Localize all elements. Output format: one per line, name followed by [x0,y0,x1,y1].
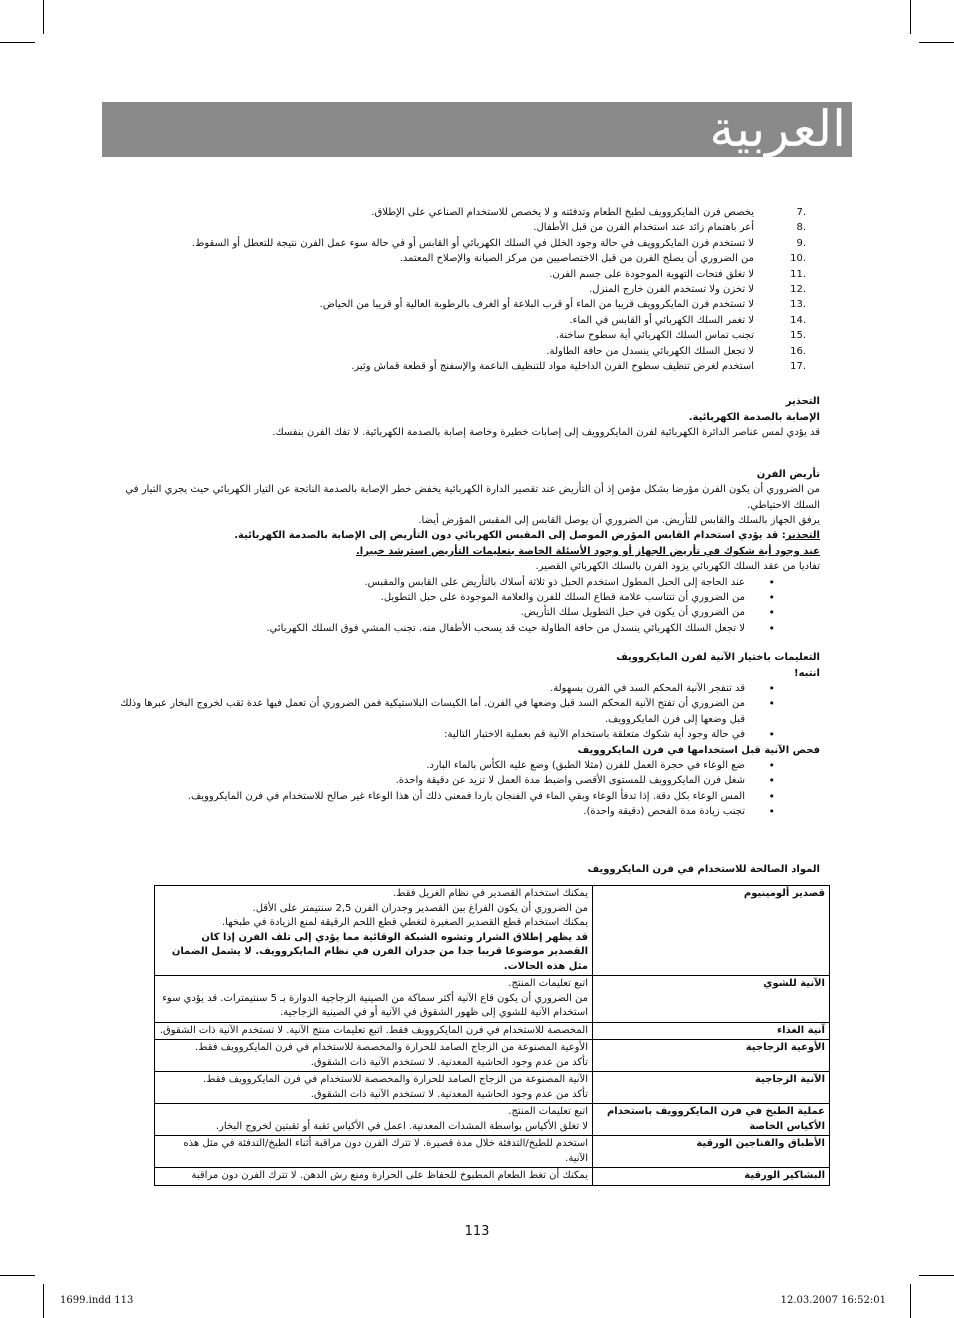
bullet-item: • من الضروري أن تتناسب علامة قطاع السلك للفرن والعلامة الموجودة على حبل التطويل. [120,590,820,605]
crop-mark [43,1284,44,1318]
description-line: المخصصة للاستخدام في فرن المايكروويف فقط. اتبع تعليمات منتج الآنية. لا تستخدم الآنية ذات الشقوق. [159,1024,588,1036]
list-text: استخدم لغرض تنظيف سطوح الفرن الداخلية مواد للتنظيف الناعمة والإسفنج أو قطعة قماش وثير. [351,361,754,373]
material-description [155,1022,593,1040]
grounding-warning-label: التحذير [785,530,820,542]
description-line: من الضروري أن يكون الفراغ بين القصدير وجدران الفرن 2,5 سنتيمتر على الأقل. [252,902,588,914]
list-item [120,344,820,359]
table-row [155,886,830,976]
bullet-item: • عند الحاجة إلى الحبل المطول استخدم الحبل ذو ثلاثة أسلاك بالتأريض على القابس والمقبس. [120,575,820,590]
grounding-warning-text: : قد يؤدي استخدام القابس المؤرض الموصل إلى المقبس الكهربائي دون التأريض إلى الإصابة بالصدمة الكهربائية. [234,530,786,542]
description-line: الآنية المصنوعة من الزجاج الصامد للحرارة والمخصصة للاستخدام في فرن المايكروويف فقط. [203,1074,588,1085]
list-number: .17 [790,361,806,373]
list-number: .13 [790,299,806,311]
list-number: .8 [796,222,806,234]
table-row [155,1136,830,1168]
table-row [155,1168,830,1186]
list-number: .12 [790,284,806,296]
description-line: الأوعية المصنوعة من الزجاج الصامد للحرارة والمخصصة للاستخدام في فرن المايكروويف فقط. [195,1042,588,1053]
crop-mark [919,1275,954,1276]
description-line: يمكنك استخدام قطع القصدير الصغيرة لتغطي قطع اللحم الرقيقة لمنع الزيادة في طبخها. [222,917,588,928]
description-line: يمكنك أن تغط الطعام المطبوخ للحفاظ على الحرارة ومنع رش الدهن. لا تترك الفرن دون مراقبة [191,1170,588,1181]
material-description [155,1072,593,1104]
description-line: استخدم للطبخ/التدفئة خلال مدة قصيرة. لا تترك الفرن دون مراقبة أثناء الطبخ/التدفئة في مثل هذه الآنية. [183,1138,588,1164]
list-text: لا تخزن ولا تستخدم الفرن خارج المنزل. [589,284,754,296]
description-line: تأكد من عدم وجود الحاشية المعدنية. لا تستخدم الآنية ذات الشقوق. [310,1088,588,1100]
material-name: الآنية الزجاجية [593,1072,830,1104]
list-item [120,267,820,282]
description-line: اتبع تعليمات المنتج. [508,978,588,989]
list-item [120,297,820,312]
crop-mark [0,42,35,43]
list-item [120,282,820,297]
materials-table [154,885,830,1186]
material-name: آنية الغذاء [593,1022,830,1040]
grounding-p5: تفاديا من عقد السلك الكهربائي يزود الفرن بالسلك الكهربائي القصير. [535,561,820,573]
crop-mark [910,0,911,34]
material-description [155,886,593,976]
list-item [120,205,820,220]
table-row [155,1104,830,1136]
safety-list [120,205,820,374]
bullet-item: • شغل فرن المايكروويف للمستوى الأقصى واضبط مدة العمل لا تزيد عن دقيقة واحدة. [120,773,820,788]
material-description [155,976,593,1023]
list-number: .10 [790,253,806,265]
list-text: يخصص فرن المايكروويف لطبخ الطعام وتدفئته و لا يخصص للاستخدام الصناعي على الإطلاق. [371,207,754,218]
list-item [120,251,820,266]
table-row [155,1022,830,1040]
grounding-title: تأريض الفرن [756,468,820,480]
material-description [155,1104,593,1136]
description-line: لا تغلق الأكياس بواسطة المشدات المعدنية. اعمل في الأكياس ثقبة أو ثقبتين لخروج البخار. [215,1120,588,1132]
check-bullets [120,758,820,820]
list-item [120,359,820,374]
material-name: الأوعية الزجاجية [593,1040,830,1072]
grounding-p2: يرفق الجهاز بالسلك والقابس للتأريض. من الضروري أن يوصل القابس إلى المقبس المؤرض أيضا. [418,514,820,526]
cookware-title: التعليمات باختيار الآنية لفرن المايكروويف [616,652,820,664]
list-number: .15 [790,330,806,342]
material-name: البشاكير الورقية [593,1168,830,1186]
list-text: لا تستخدم فرن المايكروويف قريبا من الماء أو قرب البلاعة أو الغرف بالرطوبة العالية أو قريبا من الحياض. [319,299,754,311]
description-line: اتبع تعليمات المنتج. [508,1106,588,1117]
description-line: من الضروري أن يكون قاع الآنية أكثر سماكة من الصينية الزجاجية الدوارة بـ 5 سنتيمترات. قد يؤدي سوء استخدام الآنية للشوي إلى ظهور الشقوق في الآنية أو في الصينية الزجاجية. [162,992,588,1018]
grounding-warning [120,528,820,543]
table-row [155,976,830,1023]
material-name: الأطباق والفناجين الورقية [593,1136,830,1168]
material-name: عملية الطبخ في فرن المايكروويف باستخدام الأكياس الخاصة [593,1104,830,1136]
list-text: لا تستخدم فرن المايكروويف في حالة وجود الخلل في السلك الكهربائي أو القابس أو في حالة سوء عمل الفرن نتيجة للتعطل أو السقوط. [191,237,754,249]
bullet-item: • المس الوعاء بكل دقة. إذا تدفأ الوعاء وبقي الماء في الفنجان باردا فمعنى ذلك أن هذا الوعاء غير صالح للاستخدام في فرن المايكروويف. [120,789,820,804]
warning-section [120,394,820,440]
check-title: فحص الآنية قبل استخدامها في فرن المايكروويف [577,744,820,756]
list-item [120,220,820,235]
list-number: .14 [790,314,806,326]
grounding-bullets [120,575,820,637]
list-text: أعر باهتمام زائد عند استخدام الفرن من قبل الأطفال. [533,222,754,234]
crop-mark [910,1284,911,1318]
bullet-item: • من الضروري أن يكون في حبل التطويل سلك التأريض. [120,605,820,620]
list-number: .16 [790,345,806,357]
material-description [155,1040,593,1072]
bullet-item: • قد تنفجر الآنية المحكم السد في الفرن بسهولة. [120,681,820,696]
table-row [155,1040,830,1072]
list-text: من الضروري أن يصلح الفرن من قبل الاختصاصيين من مركز الصيانة والإصلاح المعتمد. [399,253,754,265]
list-text: لا تجعل السلك الكهربائي ينسدل من حافة الطاولة. [546,345,754,357]
bullet-item: • من الضروري أن تفتح الآنية المحكم السد قبل وضعها في الفرن. أما الكيسات البلاستيكية فمن الضروري أن تعمل فيها عدة ثقب لخروج البخار عبرها وذلك قبل وضعها إلى فرن المايكروويف. [120,696,820,727]
list-item [120,328,820,343]
page-number: 113 [464,1224,490,1239]
list-item [120,313,820,328]
bullet-item: • في حالة وجود أية شكوك متعلقة باستخدام الآنية قم بعملية الاختبار التالية: [120,727,820,742]
material-name: الآنية للشوي [593,976,830,1023]
attention-label: انتبه! [794,667,820,679]
material-description [155,1136,593,1168]
warning-title: التحذير [785,396,820,408]
list-text: تجنب تماس السلك الكهربائي أية سطوح ساخنة. [555,330,754,342]
grounding-p4: عند وجود أية شكوك في تأريض الجهاز أو وجود الأسئلة الخاصة بتعليمات التأريض استرشد خبيرا. [355,545,820,557]
description-line: يمكنك استخدام القصدير في نظام الغريل فقط. [393,888,588,899]
list-item [120,236,820,251]
footer-timestamp: 12.03.2007 16:52:01 [780,1295,886,1306]
grounding-section [120,467,820,636]
content [120,205,820,877]
crop-mark [0,1275,35,1276]
footer-file: 1699.indd 113 [60,1295,134,1306]
list-number: .9 [796,237,806,249]
crop-mark [919,42,954,43]
crop-mark [43,0,44,34]
materials-title: المواد الصالحة للاستخدام في فرن المايكروويف [587,863,820,875]
material-description [155,1168,593,1186]
bullet-item: • تجنب زيادة مدة الفحص (دقيقة واحدة). [120,804,820,819]
warning-text: قد يؤدي لمس عناصر الدائرة الكهربائية لفرن المايكروويف إلى إصابات خطيرة وخاصة إصابة بالصدمة الكهربائية. لا تفك الفرن بنفسك. [272,427,820,439]
list-number: .7 [796,207,806,218]
description-line: تأكد من عدم وجود الحاشية المعدنية. لا تستخدم الآنية ذات الشقوق. [310,1056,588,1068]
page-title: العربية [709,100,846,158]
grounding-p1: من الضروري أن يكون الفرن مؤرضا بشكل مؤمن إذ أن التأريض عند تقصير الدارة الكهربائية يخفض خطر الإصابة بالصدمة الناتجة عن التيار الكهربائي حيث يجري التيار في السلك الاحتياطي. [125,484,820,511]
cookware-bullets [120,681,820,743]
warning-subtitle: الإصابة بالصدمة الكهربائية. [688,411,820,423]
list-text: لا تغمر السلك الكهربائي أو القابس في الماء. [569,314,754,326]
material-name: قصدير ألومينيوم [593,886,830,976]
language-banner [102,102,852,157]
bullet-item: • ضع الوعاء في حجرة العمل للفرن (مثلا الطبق) وضع عليه الكأس بالماء البارد. [120,758,820,773]
description-line: قد يظهر إطلاق الشرار وتشوه الشبكة الوقائية مما يؤدي إلى تلف الفرن إذا كان القصدير موضوعا قريبا جدا من جدران الفرن في نظام المايكروويف. لا يشمل الضمان مثل هذه الحالات. [171,931,588,972]
list-number: .11 [790,268,806,280]
cookware-section [120,650,820,819]
bullet-item: • لا تجعل السلك الكهربائي ينسدل من حافة الطاولة حيث قد يسحب الأطفال منه. تجنب المشي فوق السلك الكهربائي. [120,621,820,636]
list-text: لا تغلق فتحات التهوية الموجودة على جسم الفرن. [549,268,754,280]
table-row [155,1072,830,1104]
